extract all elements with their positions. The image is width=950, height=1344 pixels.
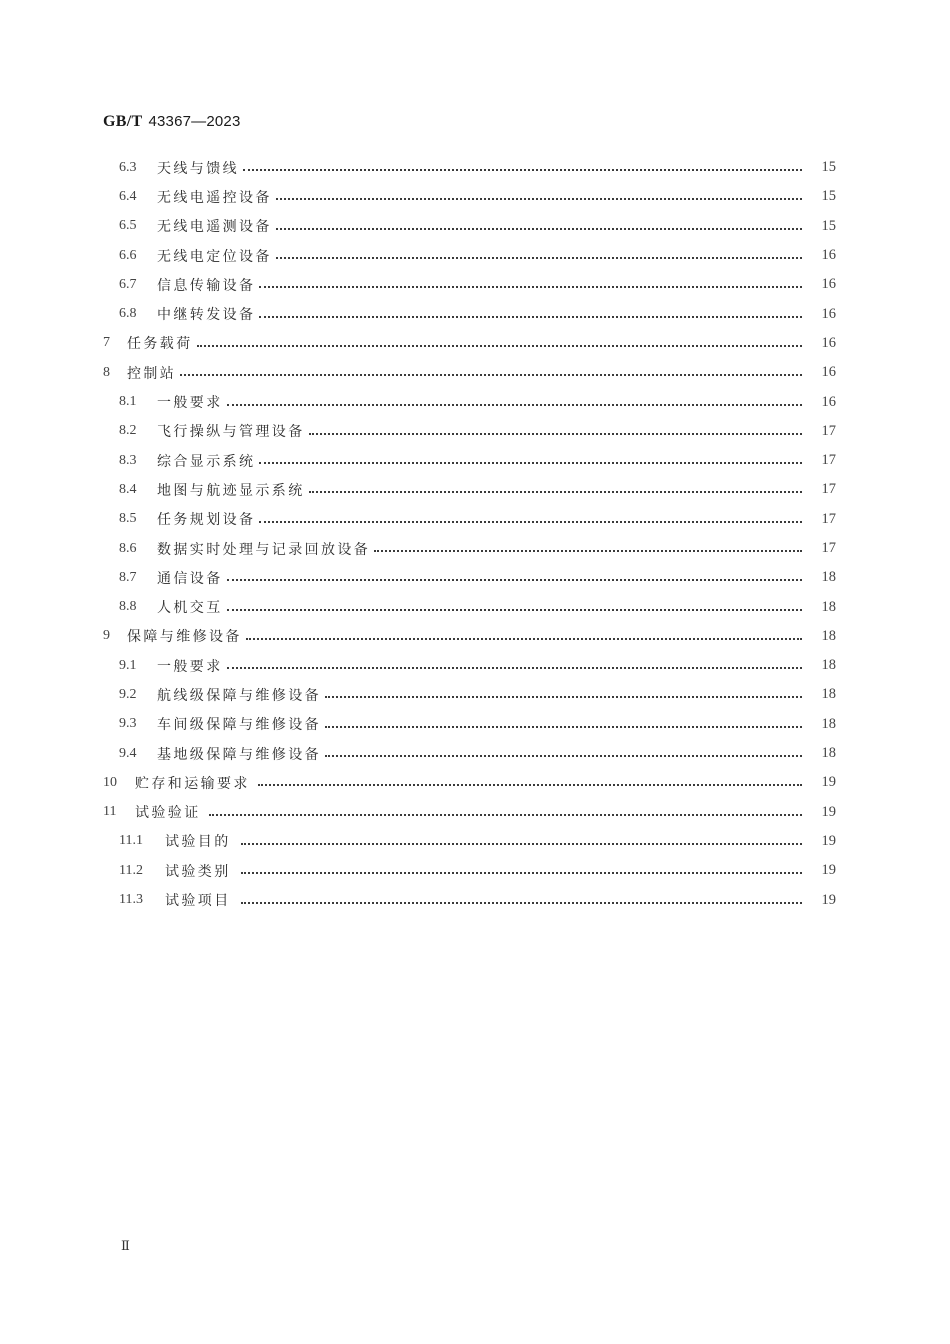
toc-entry-title: 综合显示系统	[157, 453, 256, 470]
toc-entry-10[interactable]	[0, 768, 950, 797]
toc-entry-title: 试验项目	[165, 893, 231, 910]
toc-entry-number: 7	[103, 335, 110, 351]
toc-entry-8-7[interactable]	[0, 563, 950, 592]
toc-entry-page: 19	[821, 803, 836, 820]
toc-entry-page: 17	[821, 422, 836, 439]
toc-entry-page: 17	[821, 452, 836, 469]
dot-leader	[325, 754, 802, 757]
toc-entry-11-3[interactable]	[0, 885, 950, 914]
toc-entry-6-6[interactable]	[0, 241, 950, 270]
toc-entry-number: 11.3	[119, 892, 143, 908]
toc-entry-title: 试验类别	[165, 863, 231, 880]
toc-entry-number: 9.1	[119, 657, 137, 673]
toc-entry-number: 6.4	[119, 188, 137, 204]
toc-entry-page: 18	[821, 715, 836, 732]
toc-entry-page: 16	[821, 364, 836, 381]
toc-entry-number: 8.6	[119, 540, 137, 556]
toc-entry-8-2[interactable]	[0, 417, 950, 446]
dot-leader	[276, 256, 802, 259]
toc-entry-6-5[interactable]	[0, 212, 950, 241]
toc-entry-number: 8.4	[119, 481, 137, 497]
toc-entry-number: 6.8	[119, 306, 137, 322]
toc-entry-title: 任务规划设备	[157, 512, 256, 529]
toc-entry-8[interactable]	[0, 358, 950, 387]
dot-leader	[227, 608, 802, 611]
toc-entry-9-3[interactable]	[0, 710, 950, 739]
toc-entry-title: 贮存和运输要求	[135, 775, 250, 792]
dot-leader	[309, 432, 802, 435]
toc-entry-page: 18	[821, 627, 836, 644]
toc-entry-6-8[interactable]	[0, 299, 950, 328]
dot-leader	[241, 901, 802, 904]
dot-leader	[258, 783, 802, 786]
toc-entry-page: 15	[821, 159, 836, 176]
toc-entry-6-3[interactable]	[0, 153, 950, 182]
toc-entry-number: 8.7	[119, 569, 137, 585]
toc-entry-9-2[interactable]	[0, 680, 950, 709]
toc-entry-number: 8	[103, 364, 110, 380]
toc-entry-title: 中继转发设备	[157, 307, 256, 324]
toc-entry-number: 11	[103, 804, 117, 820]
dot-leader	[227, 578, 802, 581]
toc-entry-title: 任务载荷	[127, 336, 193, 353]
toc-entry-page: 19	[821, 891, 836, 908]
toc-entry-number: 10	[103, 774, 117, 790]
toc-entry-8-3[interactable]	[0, 446, 950, 475]
dot-leader	[325, 695, 802, 698]
toc-entry-8-6[interactable]	[0, 534, 950, 563]
toc-entry-8-1[interactable]	[0, 387, 950, 416]
toc-entry-number: 9	[103, 628, 110, 644]
standard-code-number: 43367—2023	[148, 113, 241, 130]
toc-entry-page: 17	[821, 481, 836, 498]
toc-entry-number: 9.2	[119, 686, 137, 702]
dot-leader	[241, 871, 802, 874]
dot-leader	[276, 227, 802, 230]
dot-leader	[259, 520, 802, 523]
toc-entry-page: 16	[821, 247, 836, 264]
toc-entry-number: 8.3	[119, 452, 137, 468]
dot-leader	[276, 197, 802, 200]
dot-leader	[197, 344, 802, 347]
dot-leader	[180, 373, 802, 376]
toc-entry-6-4[interactable]	[0, 182, 950, 211]
standard-code-header	[103, 112, 241, 131]
toc-entry-page: 16	[821, 334, 836, 351]
toc-entry-page: 17	[821, 540, 836, 556]
toc-entry-page: 19	[821, 774, 836, 791]
toc-entry-title: 控制站	[127, 365, 177, 382]
toc-entry-title: 航线级保障与维修设备	[157, 687, 321, 704]
toc-entry-number: 8.1	[119, 394, 137, 410]
table-of-contents	[0, 153, 950, 915]
dot-leader	[246, 637, 802, 640]
toc-entry-title: 无线电遥控设备	[157, 189, 272, 206]
toc-entry-8-4[interactable]	[0, 475, 950, 504]
toc-entry-9-4[interactable]	[0, 739, 950, 768]
toc-entry-11[interactable]	[0, 798, 950, 827]
toc-entry-9[interactable]	[0, 622, 950, 651]
toc-entry-6-7[interactable]	[0, 270, 950, 299]
toc-entry-title: 通信设备	[157, 570, 223, 587]
dot-leader	[227, 666, 802, 669]
toc-entry-title: 地图与航迹显示系统	[157, 482, 305, 499]
toc-entry-title: 天线与馈线	[157, 160, 239, 177]
toc-entry-title: 人机交互	[157, 600, 223, 617]
toc-entry-title: 一般要求	[157, 658, 223, 675]
toc-entry-page: 16	[821, 393, 836, 410]
dot-leader	[259, 315, 802, 318]
toc-entry-title: 信息传输设备	[157, 277, 256, 294]
toc-entry-title: 基地级保障与维修设备	[157, 746, 321, 763]
toc-entry-title: 保障与维修设备	[127, 629, 242, 646]
dot-leader	[309, 490, 802, 493]
toc-entry-9-1[interactable]	[0, 651, 950, 680]
toc-entry-number: 6.5	[119, 218, 137, 234]
toc-entry-page: 15	[821, 217, 836, 234]
toc-entry-number: 8.8	[119, 599, 137, 615]
toc-entry-title: 无线电定位设备	[157, 248, 272, 265]
toc-entry-page: 18	[821, 598, 836, 615]
toc-entry-number: 6.6	[119, 247, 137, 263]
toc-entry-8-8[interactable]	[0, 592, 950, 621]
standard-code-prefix: GB/T	[103, 113, 143, 130]
page-number-footer: Ⅱ	[121, 1238, 130, 1253]
toc-entry-page: 16	[821, 305, 836, 322]
dot-leader	[325, 725, 802, 728]
toc-entry-page: 15	[821, 188, 836, 205]
dot-leader	[259, 285, 802, 288]
toc-entry-number: 11.2	[119, 862, 143, 878]
toc-entry-number: 8.5	[119, 511, 137, 527]
toc-entry-11-1[interactable]	[0, 827, 950, 856]
toc-entry-page: 16	[821, 276, 836, 293]
toc-entry-number: 9.4	[119, 745, 137, 761]
toc-entry-page: 18	[821, 745, 836, 762]
toc-entry-title: 车间级保障与维修设备	[157, 717, 321, 734]
dot-leader	[259, 461, 802, 464]
toc-entry-number: 6.3	[119, 159, 137, 175]
toc-entry-title: 数据实时处理与记录回放设备	[157, 541, 371, 558]
toc-entry-title: 一般要求	[157, 395, 223, 412]
toc-entry-8-5[interactable]	[0, 505, 950, 534]
dot-leader	[243, 168, 802, 171]
dot-leader	[241, 842, 802, 845]
toc-entry-number: 9.3	[119, 716, 137, 732]
toc-entry-page: 19	[821, 862, 836, 879]
toc-entry-page: 18	[821, 569, 836, 586]
toc-entry-page: 19	[821, 832, 836, 849]
toc-entry-number: 11.1	[119, 833, 143, 849]
toc-entry-title: 无线电遥测设备	[157, 219, 272, 236]
dot-leader	[209, 813, 802, 816]
toc-entry-11-2[interactable]	[0, 856, 950, 885]
toc-entry-page: 17	[821, 510, 836, 527]
toc-entry-page: 18	[821, 657, 836, 674]
toc-entry-number: 8.2	[119, 423, 137, 439]
dot-leader	[374, 549, 802, 552]
toc-entry-title: 试验验证	[135, 805, 201, 822]
toc-entry-page: 18	[821, 686, 836, 703]
toc-entry-title: 试验目的	[165, 834, 231, 851]
toc-entry-title: 飞行操纵与管理设备	[157, 424, 305, 441]
toc-entry-7[interactable]	[0, 329, 950, 358]
toc-entry-number: 6.7	[119, 276, 137, 292]
dot-leader	[227, 403, 802, 406]
